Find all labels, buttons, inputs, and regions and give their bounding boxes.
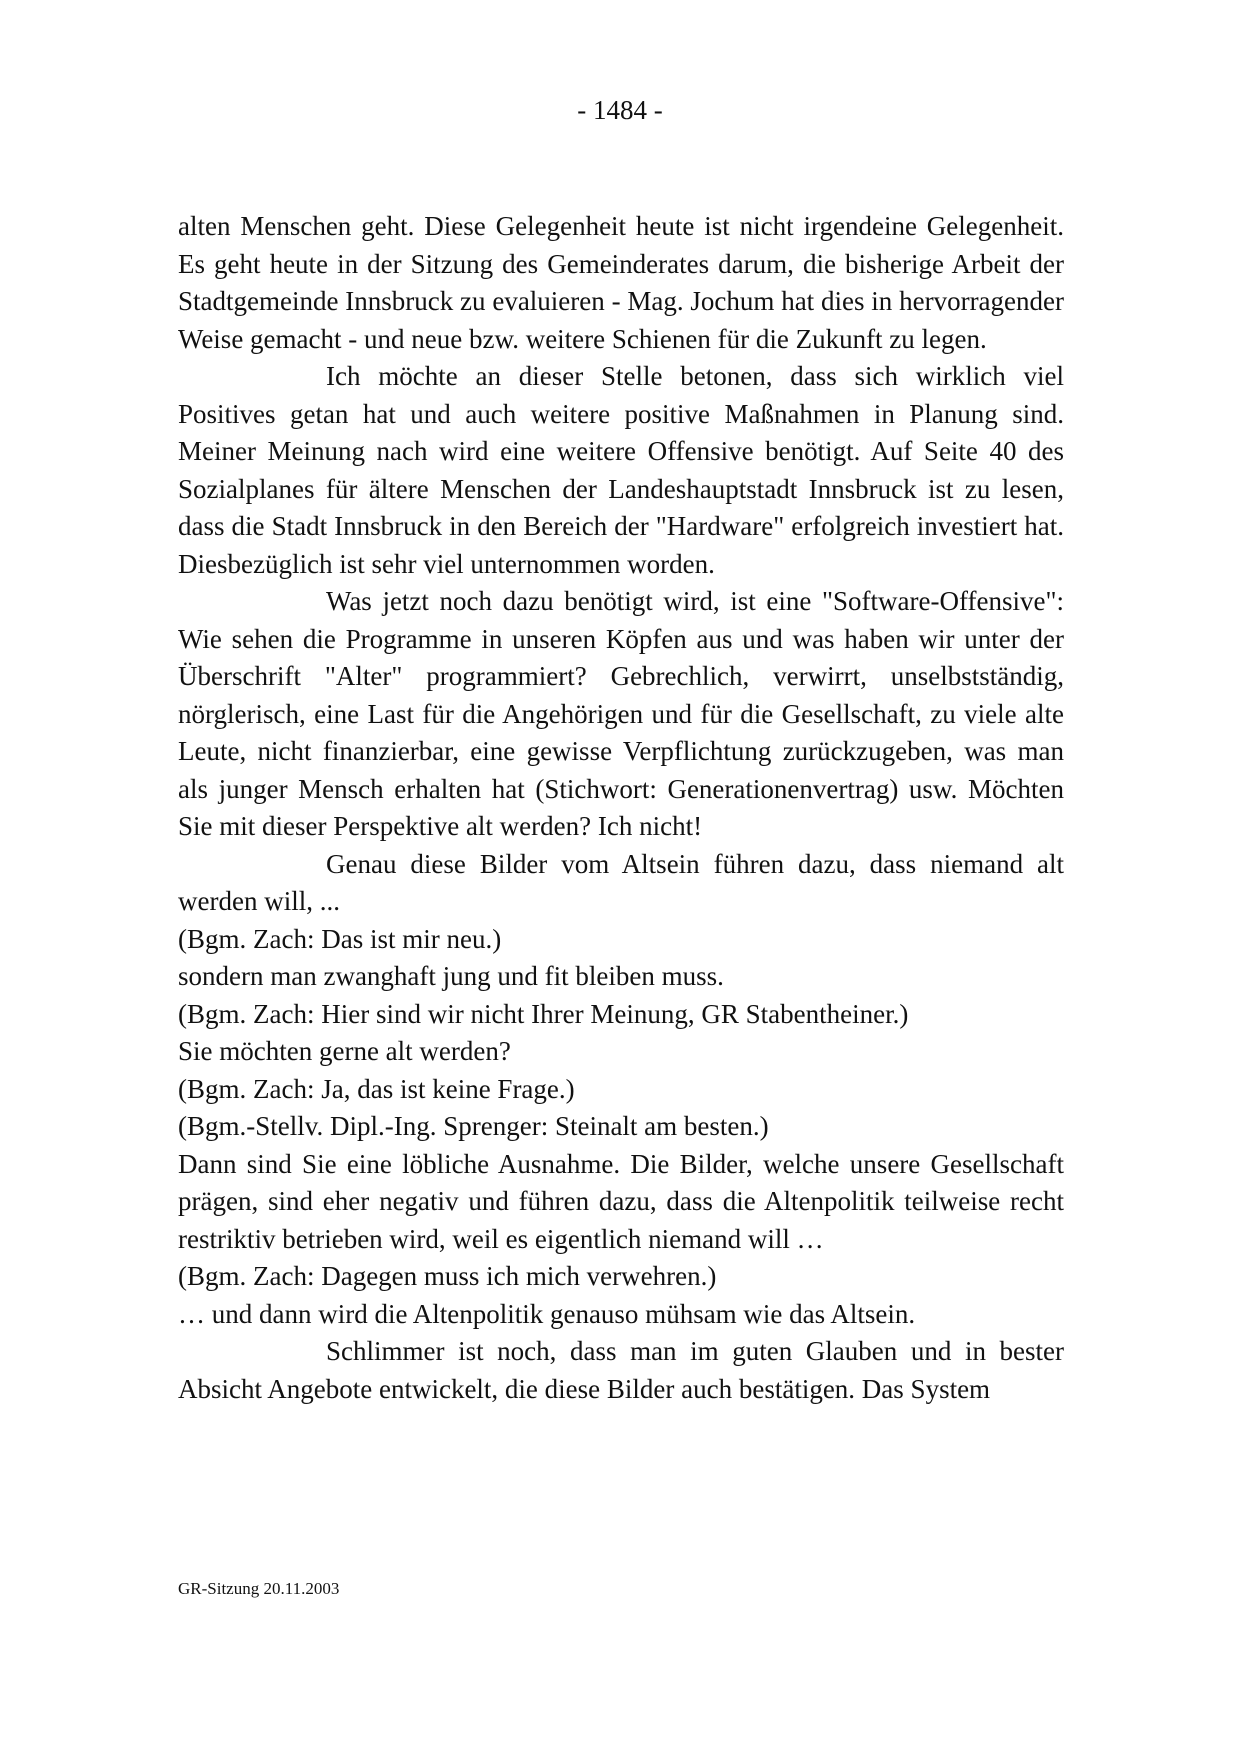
page-number: - 1484 - [577,95,663,125]
interjection-line: (Bgm. Zach: Dagegen muss ich mich verwehren.) [178,1261,717,1291]
paragraph-images-of-aging: Genau diese Bilder vom Altsein führen dazu, dass niemand alt werden will, ... [178,848,1064,916]
document-body [178,208,1064,1408]
footer-session-date: GR-Sitzung 20.11.2003 [178,1579,340,1598]
interjection-line: (Bgm. Zach: Hier sind wir nicht Ihrer Meinung, GR Stabentheiner.) [178,998,909,1029]
paragraph-worse: Schlimmer ist noch, dass man im guten Glauben und in bester Absicht Angebote entwickelt, die diese Bilder auch bestätigen. Das System [178,1336,1064,1404]
paragraph-intro: alten Menschen geht. Diese Gelegenheit heute ist nicht irgendeine Gelegenheit. Es geht heute in der Sitzung des Gemeinderates darum, die bisherige Arbeit der Stadtgemeinde Innsbruck zu evaluieren - Mag. Jochum hat dies in hervorragender Weise gemacht - und neue bzw. weitere Schienen für die Zukunft zu legen. [178,211,1064,354]
interjection-line: (Bgm.-Stellv. Dipl.-Ing. Sprenger: Steinalt am besten.) [178,1111,769,1141]
paragraph-positive-measures: Ich möchte an dieser Stelle betonen, dass sich wirklich viel Positives getan hat und auch weitere positive Maßnahmen in Planung sind. Meiner Meinung nach wird eine weitere Offensive benötigt. Auf Seite 40 des Sozialplanes für ältere Menschen der Landeshauptstadt Innsbruck ist zu lesen, dass die Stadt Innsbruck in den Bereich der "Hardware" erfolgreich investiert hat. Diesbezüglich ist sehr viel unternommen worden. [178,361,1064,579]
interjection-line: (Bgm. Zach: Ja, das ist keine Frage.) [178,1073,575,1104]
paragraph-software-offensive: Was jetzt noch dazu benötigt wird, ist eine "Software-Offensive": Wie sehen die Programme in unseren Köpfen aus und was haben wir unter der Überschrift "Alter" programmiert? Gebrechlich, verwirrt, unselbstständig, nörglerisch, eine Last für die Angehörigen und für die Gesellschaft, zu viele alte Leute, nicht finanzierbar, eine gewisse Verpflichtung zurückzugeben, was man als junger Mensch erhalten hat (Stichwort: Generationenvertrag) usw. Möchten Sie mit dieser Perspektive alt werden? Ich nicht! [178,586,1064,841]
speech-line: … und dann wird die Altenpolitik genauso mühsam wie das Altsein. [178,1298,916,1329]
speech-line: sondern man zwanghaft jung und fit bleiben muss. [178,961,724,991]
interjection-line: (Bgm. Zach: Das ist mir neu.) [178,923,502,954]
speech-line: Sie möchten gerne alt werden? [178,1036,511,1066]
paragraph-exception: Dann sind Sie eine löbliche Ausnahme. Die Bilder, welche unsere Gesellschaft prägen, sind eher negativ und führen dazu, dass die Altenpolitik teilweise recht restriktiv betrieben wird, weil es eigentlich niemand will … [178,1148,1064,1254]
